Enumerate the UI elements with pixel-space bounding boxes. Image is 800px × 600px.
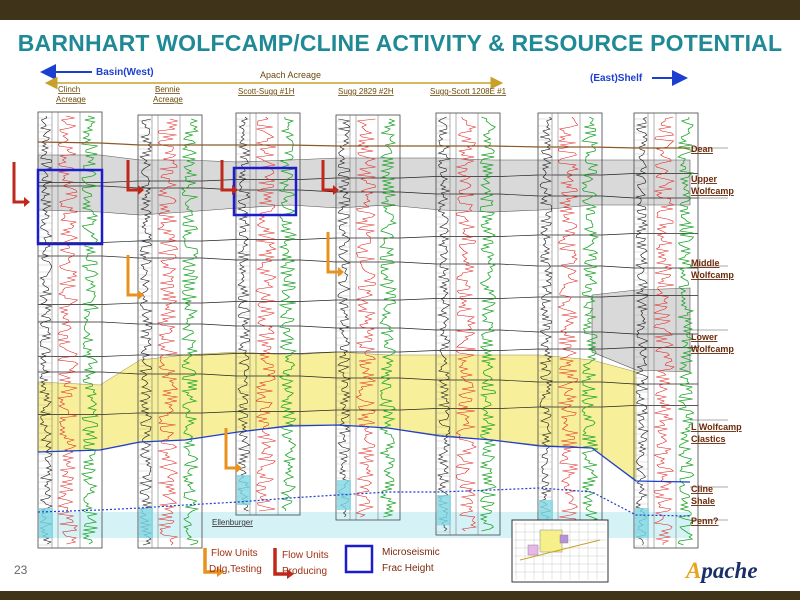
testing-hook-bennie [128, 255, 144, 300]
acreage-label: Apach Acreage [260, 70, 322, 80]
legend-producing-line2: Producing [282, 566, 328, 577]
formation-label-5-line2: Clastics [691, 434, 726, 444]
ellenburger-label: Ellenburger [212, 518, 253, 527]
legend-microseismic-line1: Microseismic [382, 547, 440, 558]
formation-labels [691, 144, 742, 526]
legend-microseismic-line2: Frac Height [382, 563, 434, 574]
shelf-east-label: (East)Shelf [590, 73, 643, 84]
inset-map [512, 520, 608, 582]
formation-label-4-line2: Wolfcamp [691, 344, 734, 354]
well-label-1-line2: Acreage [56, 95, 86, 104]
well-label-5: Sugg-Scott 1208E #1 [430, 87, 507, 96]
legend-producing-line1: Flow Units [282, 550, 329, 561]
bottom-bar [0, 591, 800, 600]
formation-label-2-line2: Wolfcamp [691, 186, 734, 196]
formation-label-2: Upper [691, 174, 718, 184]
well-label-1: Clinch [58, 85, 81, 94]
producing-hook-clinch [14, 162, 30, 207]
formation-label-6: Cline [691, 484, 714, 494]
basin-west-label: Basin(West) [96, 67, 154, 78]
well-labels [56, 85, 507, 104]
microseismic-legend-box [346, 546, 372, 572]
well-label-4: Sugg 2829 #2H [338, 87, 394, 96]
well-label-2-line2: Acreage [153, 95, 183, 104]
formation-label-1: Dean [691, 144, 714, 154]
formation-label-6-line2: Shale [691, 496, 716, 506]
formation-label-3: Middle [691, 258, 720, 268]
formation-label-4: Lower [691, 332, 718, 342]
formation-label-5: L Wolfcamp [691, 422, 742, 432]
well-label-2: Bennie [155, 85, 180, 94]
well-label-3: Scott-Sugg #1H [238, 87, 295, 96]
apache-logo: Apache [686, 558, 758, 583]
lower-wolfcamp-band [592, 288, 690, 372]
slide-title: BARNHART WOLFCAMP/CLINE ACTIVITY & RESOURCE POTENTIAL [17, 30, 783, 56]
legend [205, 546, 440, 579]
formation-label-3-line2: Wolfcamp [691, 270, 734, 280]
formation-label-7: Penn? [691, 516, 719, 526]
page-number: 23 [14, 563, 28, 577]
legend-testing-line1: Flow Units [211, 548, 258, 559]
clastics-layer [38, 352, 636, 480]
legend-testing-line2: Drlg,Testing [209, 564, 262, 575]
